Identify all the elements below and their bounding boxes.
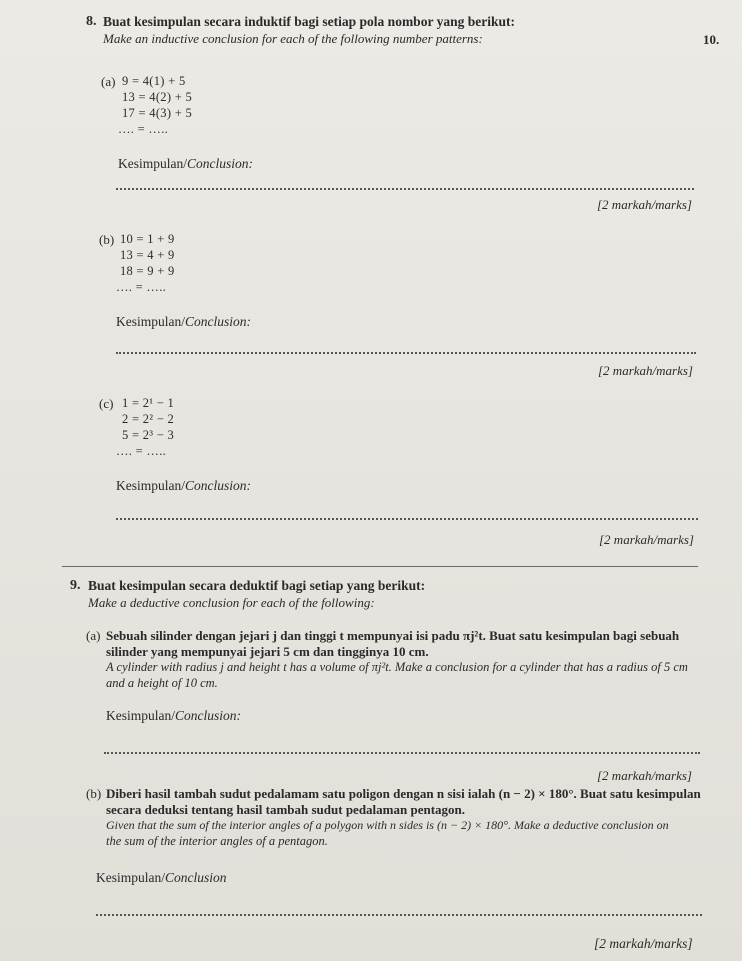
q9b-label: (b): [86, 786, 102, 801]
q8a-line-2: 13 = 4(2) + 5: [122, 90, 193, 104]
q9a-label: (a): [86, 628, 101, 643]
q8c-line-4: …. = …..: [116, 444, 167, 458]
q8c-conclusion-label: Kesimpulan/Conclusion:: [116, 478, 251, 493]
q8b-answer-line[interactable]: [116, 352, 696, 354]
q9-instruction-bm: Buat kesimpulan secara deduktif bagi setiap yang berikut:: [88, 578, 426, 593]
q8b-conclusion-label: Kesimpulan/Conclusion:: [116, 314, 251, 329]
q8a-label: (a): [101, 74, 116, 89]
q9b-marks: [2 markah/marks]: [594, 936, 693, 951]
q8a-conclusion-label: Kesimpulan/Conclusion:: [118, 156, 253, 171]
page-number: 10.: [703, 32, 720, 47]
q8-instruction-en: Make an inductive conclusion for each of the following number patterns:: [103, 31, 483, 46]
q9b-en-line-2: the sum of the interior angles of a pentagon.: [106, 834, 328, 848]
q8c-line-2: 2 = 2² − 2: [122, 412, 175, 426]
q8b-line-1: 10 = 1 + 9: [120, 232, 175, 246]
q8c-line-3: 5 = 2³ − 3: [122, 428, 175, 442]
q9-number: 9.: [70, 578, 81, 593]
q8c-label: (c): [99, 396, 114, 411]
q8a-marks: [2 markah/marks]: [597, 197, 692, 212]
q9a-en-line-2: and a height of 10 cm.: [106, 676, 218, 690]
q9a-en-line-1: A cylinder with radius j and height t has a volume of πj²t. Make a conclusion for a cylinder that has a radius of 5 cm: [106, 660, 688, 674]
q8a-line-3: 17 = 4(3) + 5: [122, 106, 193, 120]
q9b-answer-line[interactable]: [96, 914, 702, 916]
q9b-en-line-1: Given that the sum of the interior angles of a polygon with n sides is (n − 2) × 180°. Make a deductive conclusion on: [106, 818, 669, 832]
q8-number: 8.: [86, 14, 97, 29]
q9a-bm-line-1: Sebuah silinder dengan jejari j dan tinggi t mempunyai isi padu πj²t. Buat satu kesimpulan bagi sebuah: [106, 628, 680, 643]
q9b-conclusion-label: Kesimpulan/Conclusion: [96, 870, 227, 885]
q8-instruction-bm: Buat kesimpulan secara induktif bagi setiap pola nombor yang berikut:: [103, 14, 515, 29]
q9a-bm-line-2: silinder yang mempunyai jejari 5 cm dan tingginya 10 cm.: [106, 644, 429, 659]
q8a-line-1: 9 = 4(1) + 5: [122, 74, 186, 88]
q8a-answer-line[interactable]: [116, 188, 694, 190]
section-divider: [62, 566, 698, 567]
q8b-line-2: 13 = 4 + 9: [120, 248, 175, 262]
q8c-line-1: 1 = 2¹ − 1: [122, 396, 175, 410]
q9a-marks: [2 markah/marks]: [597, 768, 692, 783]
q9a-answer-line[interactable]: [104, 752, 700, 754]
q9-instruction-en: Make a deductive conclusion for each of the following:: [88, 595, 375, 610]
q8b-label: (b): [99, 232, 115, 247]
q9a-conclusion-label: Kesimpulan/Conclusion:: [106, 708, 241, 723]
q8b-line-3: 18 = 9 + 9: [120, 264, 175, 278]
q9b-bm-line-1: Diberi hasil tambah sudut pedalamam satu poligon dengan n sisi ialah (n − 2) × 180°. Buat satu kesimpulan: [106, 786, 701, 801]
q8c-marks: [2 markah/marks]: [599, 532, 694, 547]
q8a-line-4: …. = …..: [118, 122, 169, 136]
q8b-line-4: …. = …..: [116, 280, 167, 294]
q8c-answer-line[interactable]: [116, 518, 698, 520]
q8b-marks: [2 markah/marks]: [598, 363, 693, 378]
q9b-bm-line-2: secara deduksi tentang hasil tambah sudut pedalaman pentagon.: [106, 802, 466, 817]
